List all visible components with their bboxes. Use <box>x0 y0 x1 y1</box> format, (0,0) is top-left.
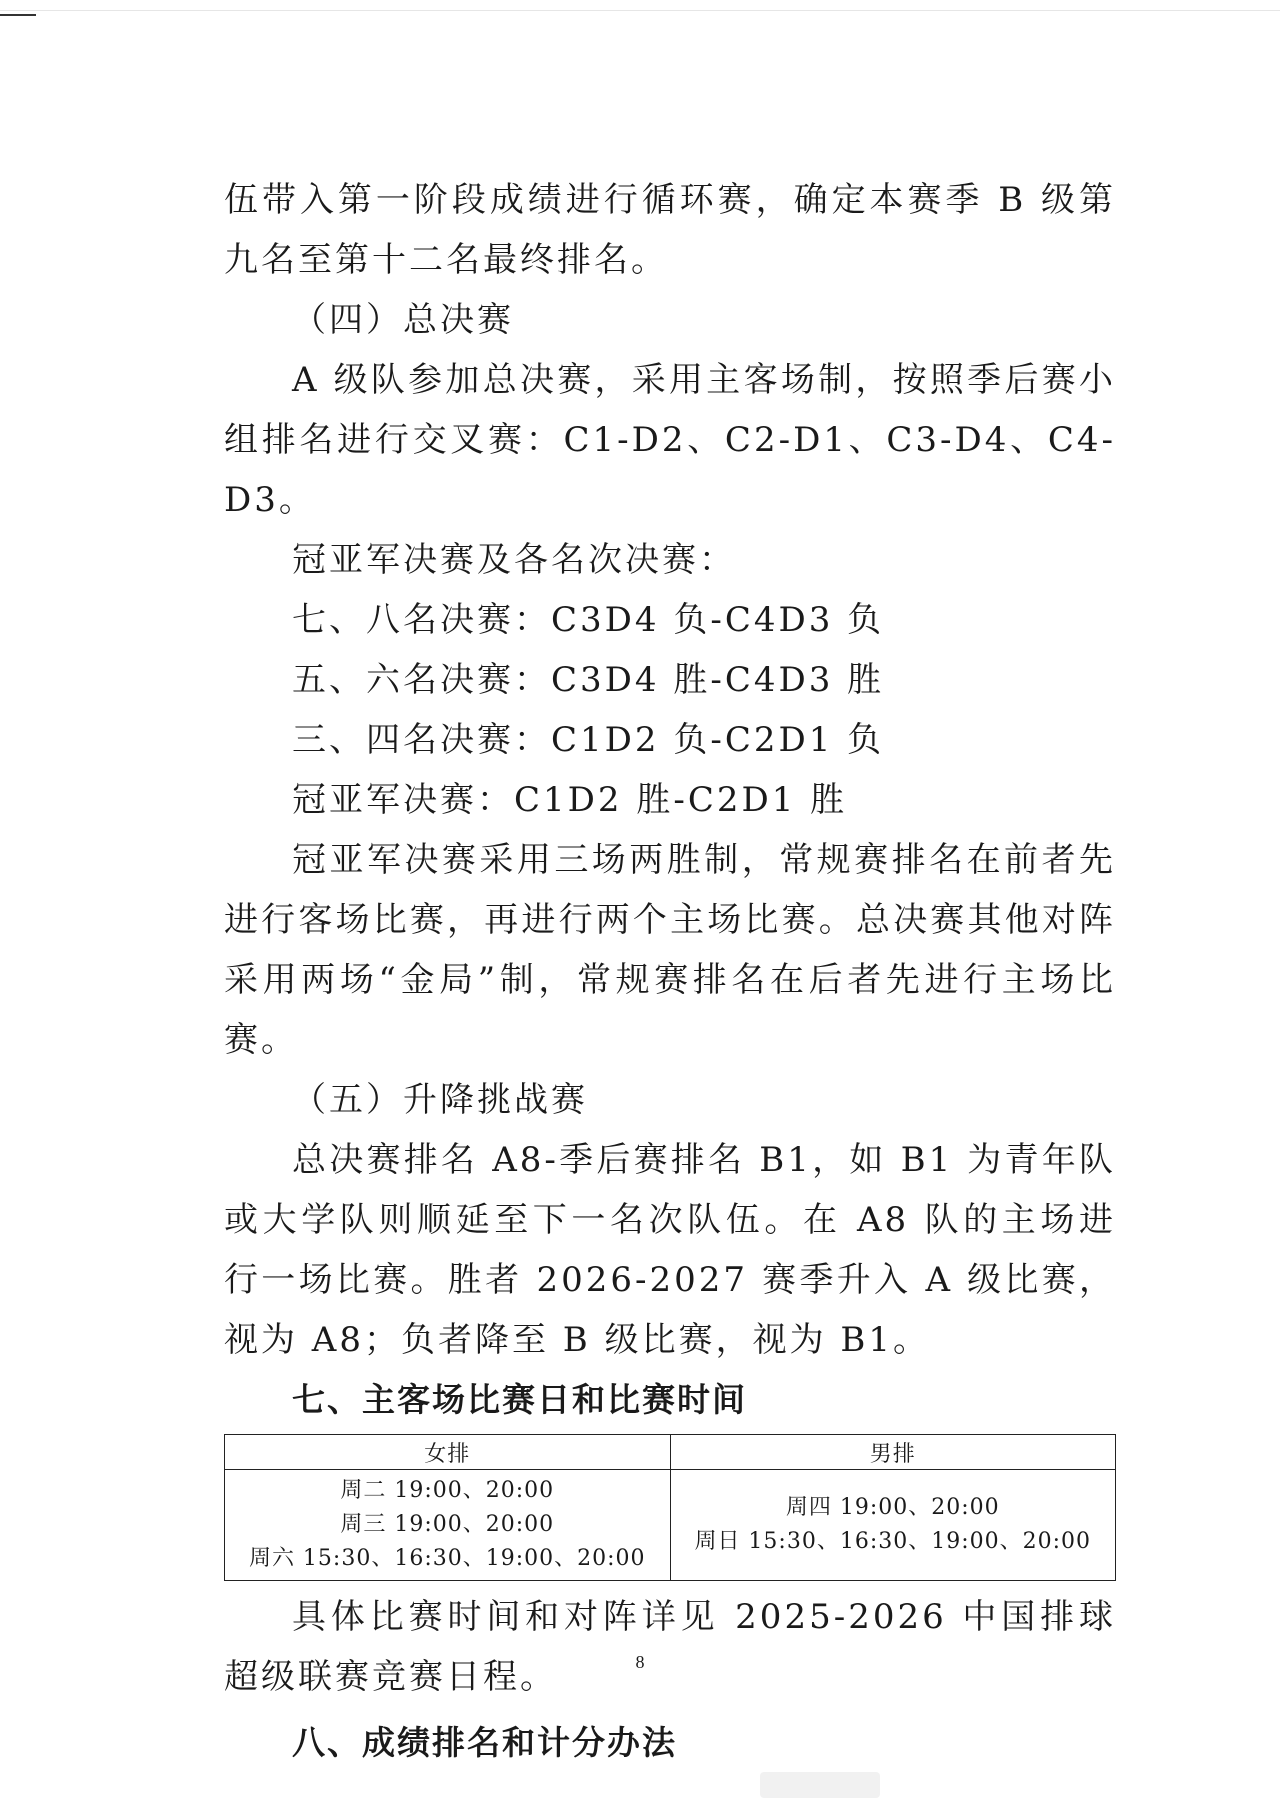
section-7-heading: 七、主客场比赛日和比赛时间 <box>292 1380 747 1419</box>
paragraph: 冠亚军决赛及各名次决赛： <box>292 540 736 580</box>
paragraph: （四）总决赛 <box>292 300 514 340</box>
paragraph: （五）升降挑战赛 <box>292 1080 588 1120</box>
women-schedule-line: 周三 19:00、20:00 <box>340 1512 555 1537</box>
paragraph: 总决赛排名 A8-季后赛排名 B1，如 B1 为青年队或大学队则顺延至下一名次队伍。在 A8 队的主场进行一场比赛。胜者 2026-2027 赛季升入 A 级比赛，视为 A8；负者降至 B 级比赛，视为 B1。 <box>224 1140 1116 1360</box>
body-text <box>224 170 1116 1370</box>
corner-mark <box>0 14 36 16</box>
page-content <box>224 170 1116 1773</box>
men-schedule-line: 周四 19:00、20:00 <box>785 1495 1000 1520</box>
women-header: 女排 <box>225 1435 671 1470</box>
women-schedule-line: 周二 19:00、20:00 <box>340 1478 555 1503</box>
men-schedule-cell <box>670 1470 1116 1581</box>
watermark <box>760 1772 880 1798</box>
paragraph: A 级队参加总决赛，采用主客场制，按照季后赛小组排名进行交叉赛：C1-D2、C2-D1、C3-D4、C4-D3。 <box>224 360 1116 520</box>
men-header: 男排 <box>670 1435 1116 1470</box>
table-header-row <box>225 1435 1116 1470</box>
paragraph: 伍带入第一阶段成绩进行循环赛，确定本赛季 B 级第九名至第十二名最终排名。 <box>224 180 1116 280</box>
page-number: 8 <box>635 1652 645 1672</box>
women-schedule-cell <box>225 1470 671 1581</box>
schedule-table <box>224 1434 1116 1581</box>
paragraph: 冠亚军决赛：C1D2 胜-C2D1 胜 <box>292 780 848 820</box>
section-8-heading: 八、成绩排名和计分办法 <box>292 1723 677 1762</box>
paragraph: 七、八名决赛：C3D4 负-C4D3 负 <box>292 600 885 640</box>
table-row <box>225 1470 1116 1581</box>
paragraph: 五、六名决赛：C3D4 胜-C4D3 胜 <box>292 660 885 700</box>
women-schedule-line: 周六 15:30、16:30、19:00、20:00 <box>248 1546 646 1571</box>
top-rule <box>0 10 1280 11</box>
schedule-note-paragraph: 具体比赛时间和对阵详见 2025-2026 中国排球超级联赛竞赛日程。 <box>224 1597 1116 1697</box>
paragraph: 三、四名决赛：C1D2 负-C2D1 负 <box>292 720 885 760</box>
men-schedule-line: 周日 15:30、16:30、19:00、20:00 <box>694 1529 1092 1554</box>
paragraph: 冠亚军决赛采用三场两胜制，常规赛排名在前者先进行客场比赛，再进行两个主场比赛。总决赛其他对阵采用两场“金局”制，常规赛排名在后者先进行主场比赛。 <box>224 840 1116 1060</box>
